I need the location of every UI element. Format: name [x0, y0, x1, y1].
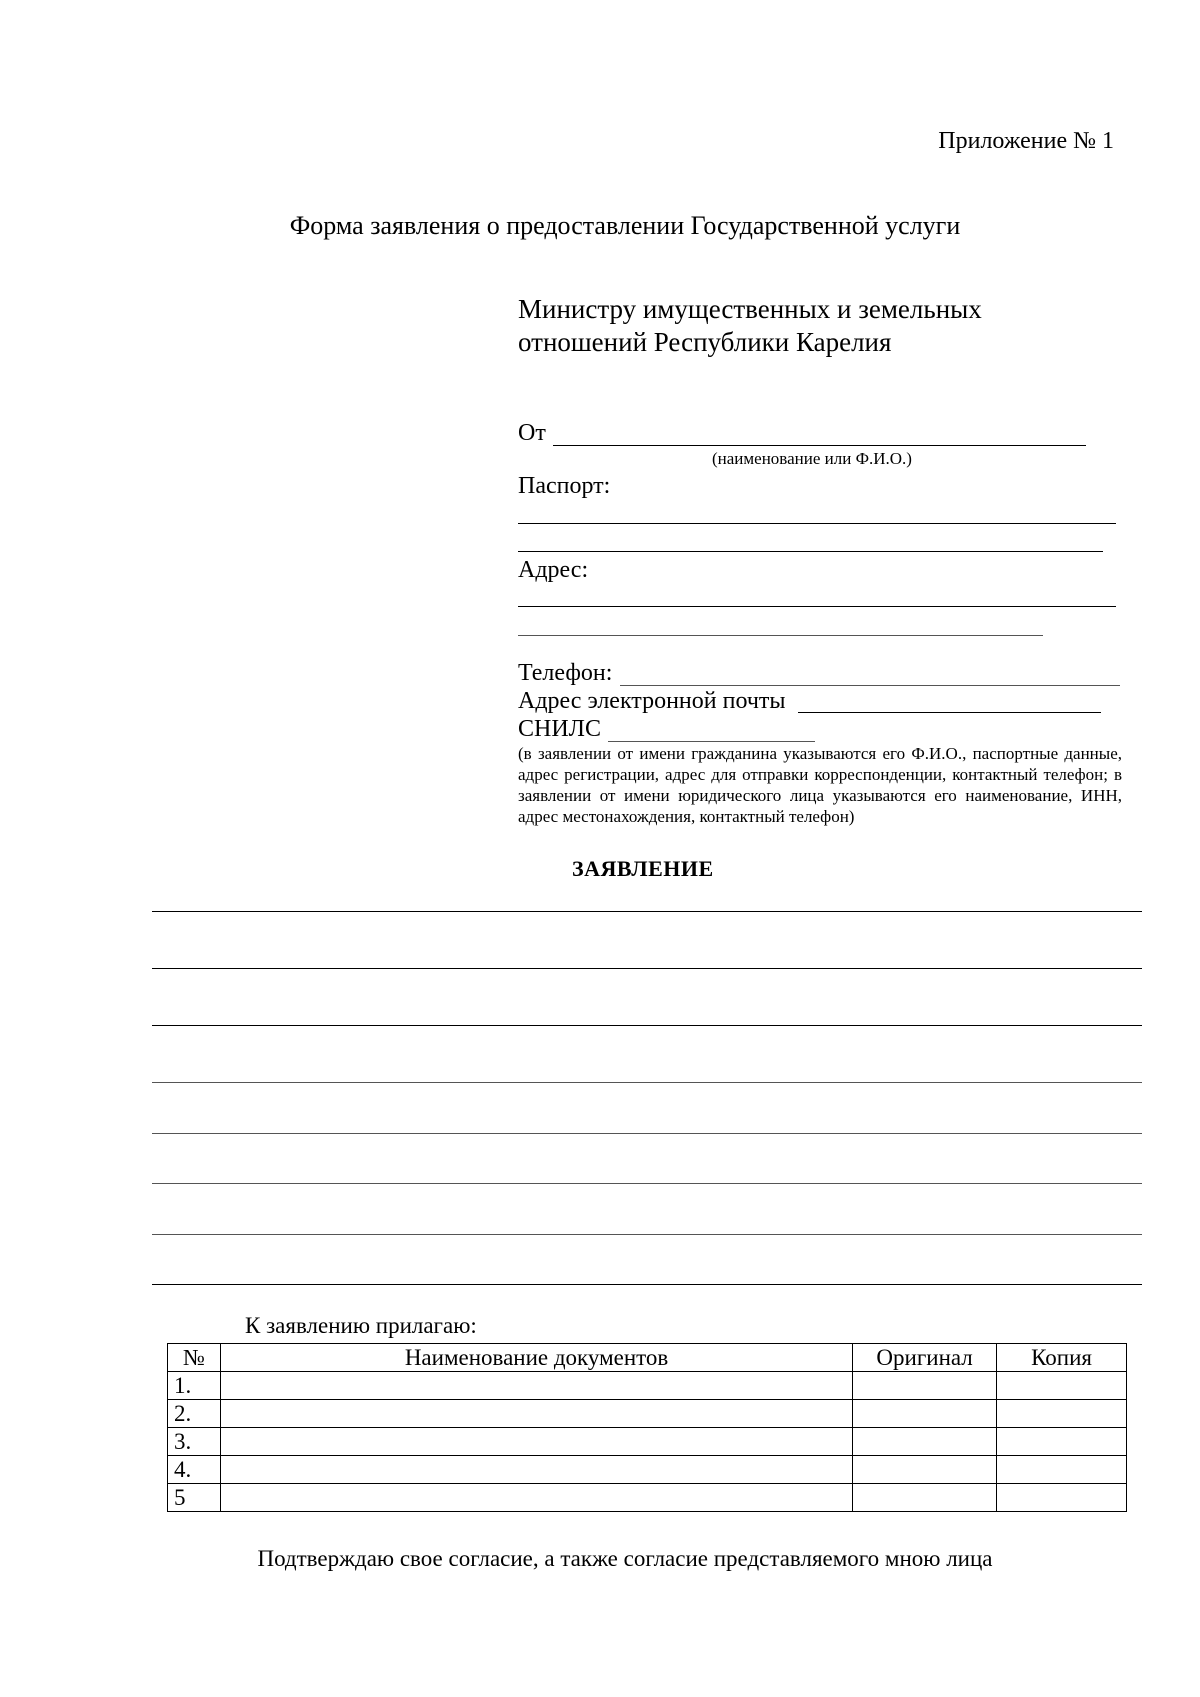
table-row: [168, 1400, 1127, 1428]
original-cell[interactable]: [853, 1400, 997, 1428]
applicant-note: (в заявлении от имени гражданина указываются его Ф.И.О., паспортные данные, адрес регистрации, адрес для отправки корреспонденции, контактный телефон; в заявлении от имени юридического лица указываются его наименование, ИНН, адрес местонахождения, контактный телефон): [518, 744, 1122, 826]
passport-field-line-2[interactable]: [518, 551, 1103, 552]
statement-line-1[interactable]: [152, 911, 1142, 912]
col-document-name-header: Наименование документов: [220, 1344, 852, 1372]
attachments-table: [167, 1343, 1127, 1512]
original-cell[interactable]: [853, 1372, 997, 1400]
attachments-label: К заявлению прилагаю:: [245, 1313, 477, 1338]
addressee-line-1: Министру имущественных и земельных: [518, 294, 982, 324]
original-cell[interactable]: [853, 1428, 997, 1456]
statement-title: ЗАЯВЛЕНИЕ: [572, 856, 714, 881]
copy-cell[interactable]: [997, 1428, 1127, 1456]
passport-label: Паспорт:: [518, 473, 611, 499]
address-label: Адрес:: [518, 557, 589, 583]
table-row: [168, 1428, 1127, 1456]
statement-line-2[interactable]: [152, 968, 1142, 969]
row-number: 3.: [168, 1428, 221, 1456]
row-number: 2.: [168, 1400, 221, 1428]
table-row: [168, 1456, 1127, 1484]
passport-field-line-1[interactable]: [518, 523, 1116, 524]
original-cell[interactable]: [853, 1484, 997, 1512]
col-original-header: Оригинал: [853, 1344, 997, 1372]
statement-line-4[interactable]: [152, 1082, 1142, 1083]
from-hint: (наименование или Ф.И.О.): [712, 449, 912, 468]
copy-cell[interactable]: [997, 1484, 1127, 1512]
document-name-cell[interactable]: [220, 1400, 852, 1428]
row-number: 4.: [168, 1456, 221, 1484]
email-field-line[interactable]: [798, 712, 1101, 713]
address-field-line-1[interactable]: [518, 606, 1116, 607]
table-row: [168, 1484, 1127, 1512]
from-field-line[interactable]: [553, 445, 1086, 446]
email-label: Адрес электронной почты: [518, 688, 786, 714]
statement-line-6[interactable]: [152, 1183, 1142, 1184]
col-copy-header: Копия: [997, 1344, 1127, 1372]
phone-label: Телефон:: [518, 660, 613, 686]
copy-cell[interactable]: [997, 1400, 1127, 1428]
document-name-cell[interactable]: [220, 1456, 852, 1484]
statement-line-7[interactable]: [152, 1234, 1142, 1235]
copy-cell[interactable]: [997, 1372, 1127, 1400]
document-name-cell[interactable]: [220, 1372, 852, 1400]
statement-line-8[interactable]: [152, 1284, 1142, 1285]
col-number-header: №: [168, 1344, 221, 1372]
statement-line-3[interactable]: [152, 1025, 1142, 1026]
addressee: [518, 293, 1078, 359]
row-number: 1.: [168, 1372, 221, 1400]
snils-label: СНИЛС: [518, 716, 601, 742]
from-label: От: [518, 420, 546, 446]
consent-text: Подтверждаю свое согласие, а также согласие представляемого мною лица: [257, 1546, 993, 1571]
appendix-label: Приложение № 1: [938, 128, 1114, 154]
form-title: Форма заявления о предоставлении Государственной услуги: [289, 211, 961, 240]
table-row: [168, 1372, 1127, 1400]
address-field-line-2[interactable]: [518, 635, 1043, 636]
original-cell[interactable]: [853, 1456, 997, 1484]
table-header-row: [168, 1344, 1127, 1372]
row-number: 5: [168, 1484, 221, 1512]
phone-field-line[interactable]: [620, 685, 1120, 686]
copy-cell[interactable]: [997, 1456, 1127, 1484]
addressee-line-2: отношений Республики Карелия: [518, 327, 892, 357]
document-name-cell[interactable]: [220, 1484, 852, 1512]
statement-line-5[interactable]: [152, 1133, 1142, 1134]
snils-field-line[interactable]: [608, 741, 815, 742]
document-name-cell[interactable]: [220, 1428, 852, 1456]
